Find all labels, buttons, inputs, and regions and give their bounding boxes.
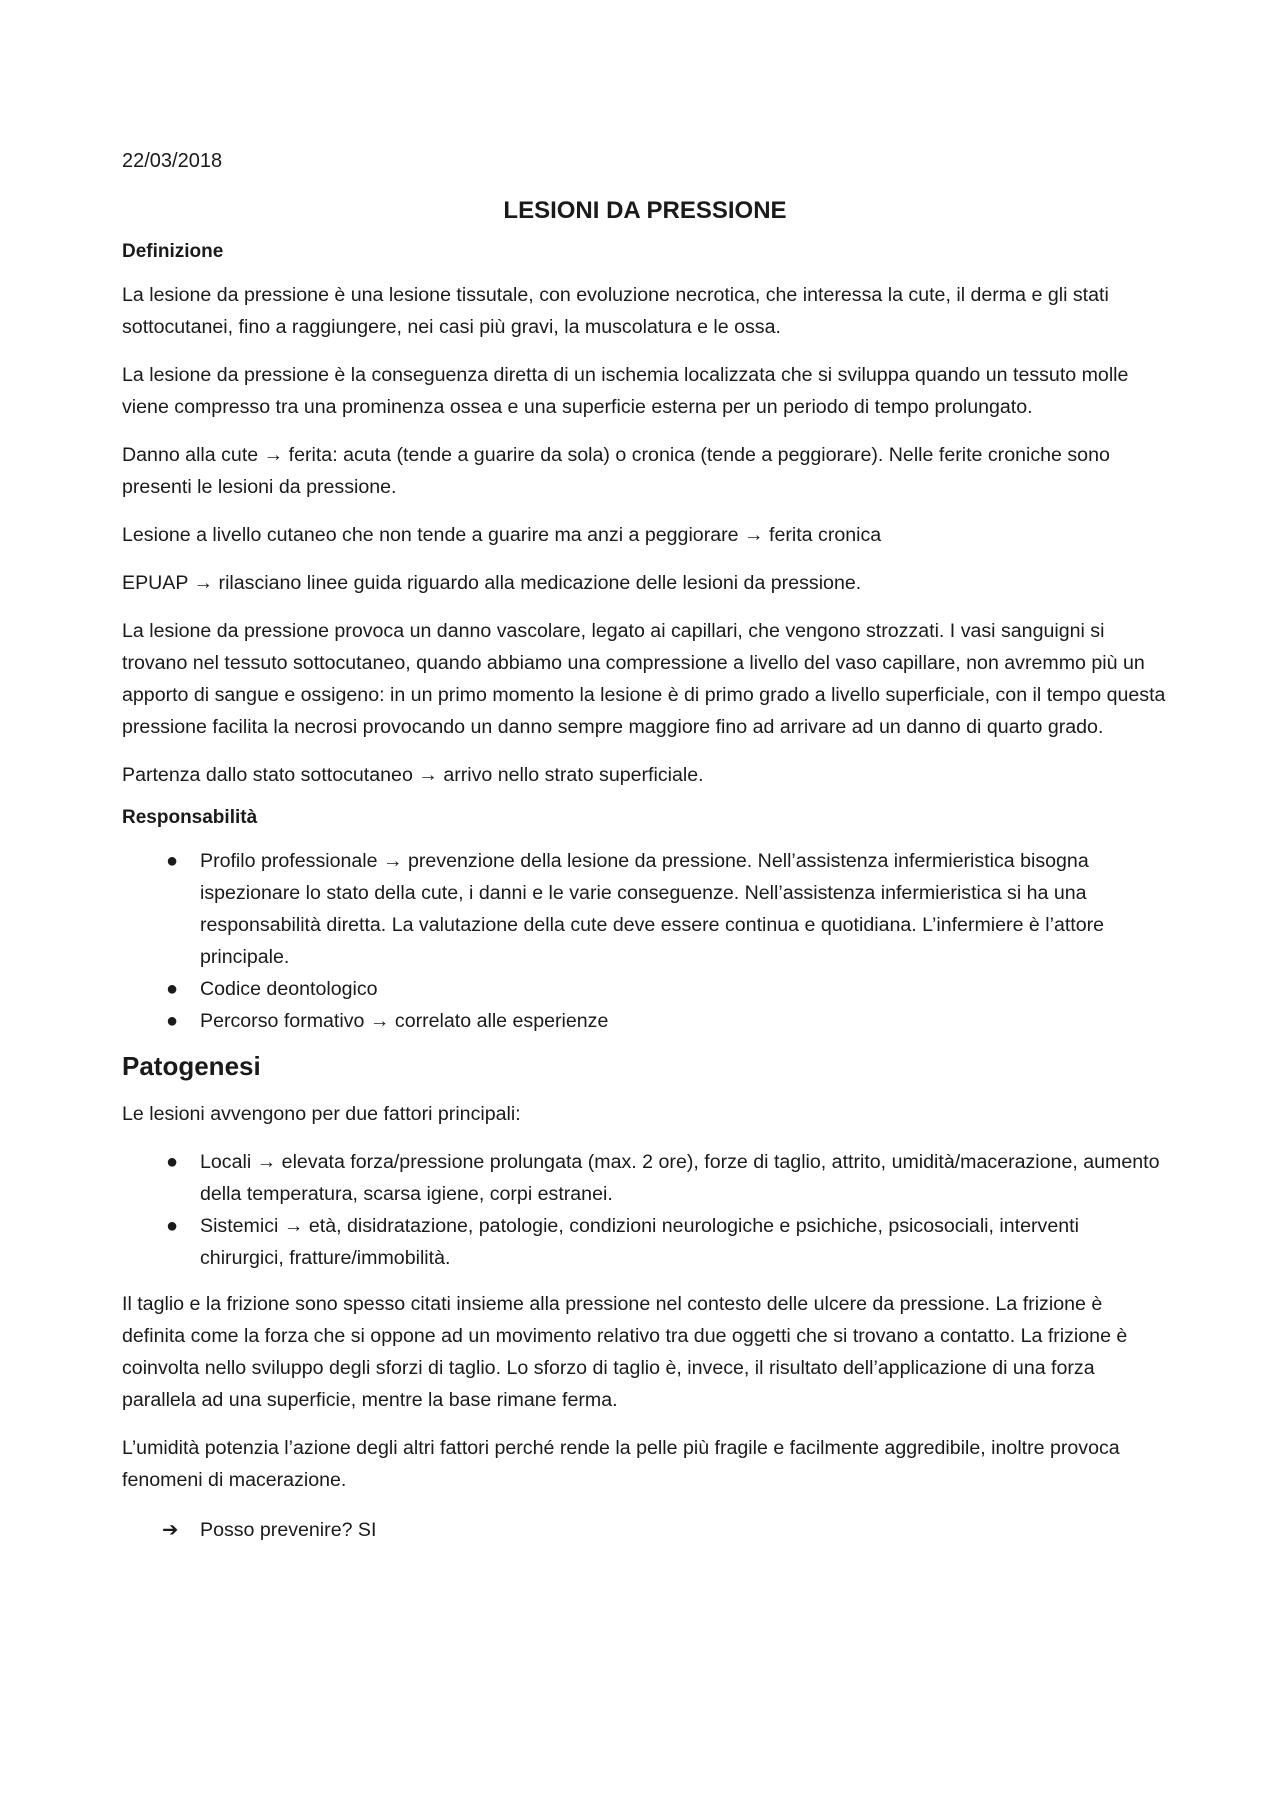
responsabilita-list (122, 845, 1168, 1037)
section-heading-responsabilita: Responsabilità (122, 807, 258, 828)
paragraph: Partenza dallo stato sottocutaneo → arrivo nello strato superficiale. (122, 764, 704, 786)
section-heading-patogenesi: Patogenesi (122, 1051, 261, 1081)
arrow-note-text: Posso prevenire? SI (200, 1519, 377, 1541)
bullet-icon: ● (166, 1010, 179, 1032)
list-item (122, 1210, 1168, 1274)
patogenesi-list (122, 1146, 1168, 1274)
list-item-text: Profilo professionale → prevenzione della lesione da pressione. Nell’assistenza infermieristica bisogna ispezionare lo stato della cute, i danni e le varie conseguenze. Nell’assistenza infermieristica si ha una responsabilità diretta. La valutazione della cute deve essere continua e quotidiana. L’infermiere è l’attore principale. (200, 850, 1105, 968)
bullet-icon: ● (166, 978, 179, 1000)
list-item-text: Codice deontologico (200, 978, 378, 1000)
bullet-icon: ● (166, 1151, 179, 1173)
arrow-note (122, 1514, 1168, 1546)
list-item (122, 845, 1168, 973)
list-item (122, 1005, 1168, 1037)
document-title: LESIONI DA PRESSIONE (503, 197, 787, 224)
paragraph: La lesione da pressione provoca un danno vascolare, legato ai capillari, che vengono strozzati. I vasi sanguigni si trovano nel tessuto sottocutaneo, quando abbiamo una compressione a livello del vaso capillare, non avremmo più un apporto di sangue e ossigeno: in un primo momento la lesione è di primo grado a livello superficiale, con il tempo questa pressione facilita la necrosi provocando un danno sempre maggiore fino ad arrivare ad un danno di quarto grado. (122, 620, 1166, 738)
paragraph: L’umidità potenzia l’azione degli altri fattori perché rende la pelle più fragile e facilmente aggredibile, inoltre provoca fenomeni di macerazione. (122, 1437, 1120, 1491)
paragraph: Le lesioni avvengono per due fattori principali: (122, 1103, 521, 1125)
section-heading-definizione: Definizione (122, 241, 224, 262)
paragraph: La lesione da pressione è una lesione tissutale, con evoluzione necrotica, che interessa la cute, il derma e gli stati sottocutanei, fino a raggiungere, nei casi più gravi, la muscolatura e le ossa. (122, 284, 1109, 338)
bullet-icon: ● (166, 1215, 179, 1237)
paragraph: La lesione da pressione è la conseguenza diretta di un ischemia localizzata che si sviluppa quando un tessuto molle viene compresso tra una prominenza ossea e una superficie esterna per un periodo di tempo prolungato. (122, 364, 1129, 418)
paragraph: Danno alla cute → ferita: acuta (tende a guarire da sola) o cronica (tende a peggiorare). Nelle ferite croniche sono presenti le lesioni da pressione. (122, 444, 1110, 498)
list-item (122, 1146, 1168, 1210)
list-item-text: Percorso formativo → correlato alle esperienze (200, 1010, 609, 1032)
paragraph: Lesione a livello cutaneo che non tende a guarire ma anzi a peggiorare → ferita cronica (122, 524, 882, 546)
list-item-text: Sistemici → età, disidratazione, patologie, condizioni neurologiche e psichiche, psicosociali, interventi chirurgici, fratture/immobilità. (200, 1215, 1079, 1269)
bullet-icon: ● (166, 850, 179, 872)
list-item-text: Locali → elevata forza/pressione prolungata (max. 2 ore), forze di taglio, attrito, umidità/macerazione, aumento della temperatura, scarsa igiene, corpi estranei. (200, 1151, 1160, 1205)
paragraph: Il taglio e la frizione sono spesso citati insieme alla pressione nel contesto delle ulcere da pressione. La frizione è definita come la forza che si oppone ad un movimento relativo tra due oggetti che si trovano a contatto. La frizione è coinvolta nello sviluppo degli sforzi di taglio. Lo sforzo di taglio è, invece, il risultato dell’applicazione di una forza parallela ad una superficie, mentre la base rimane ferma. (122, 1293, 1128, 1411)
document-page (122, 150, 1168, 1546)
document-date: 22/03/2018 (122, 150, 223, 172)
list-item (122, 973, 1168, 1005)
arrow-icon: ➔ (162, 1519, 179, 1541)
paragraph: EPUAP → rilasciano linee guida riguardo alla medicazione delle lesioni da pressione. (122, 572, 862, 594)
